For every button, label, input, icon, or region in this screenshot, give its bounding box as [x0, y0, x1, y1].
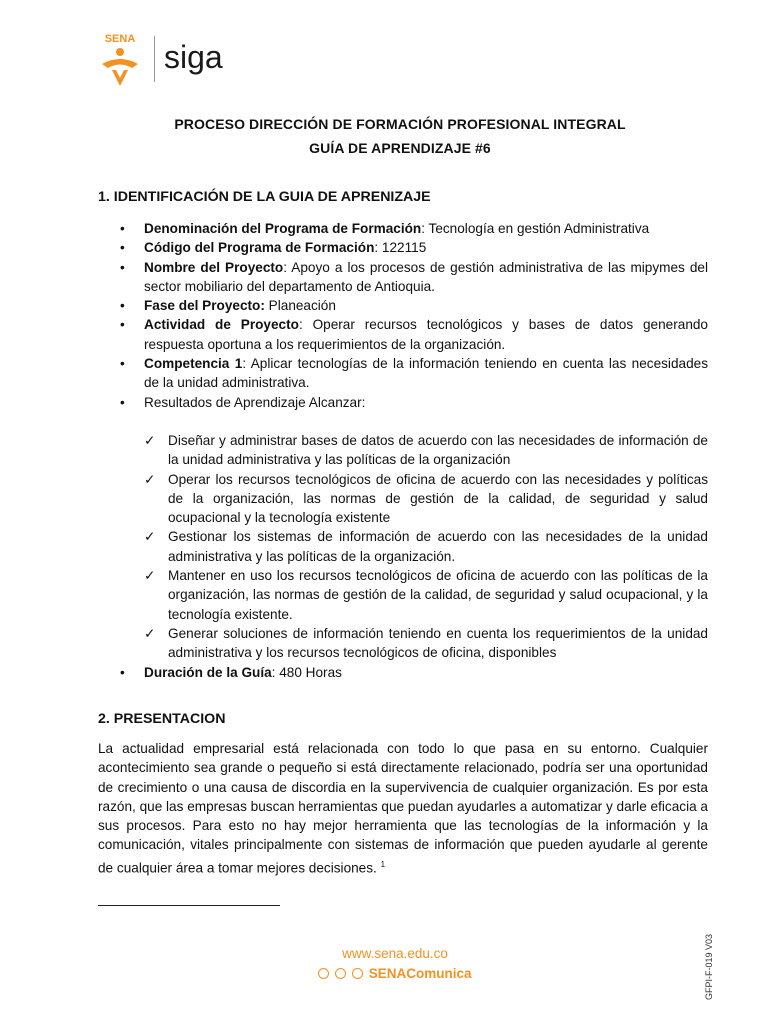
item-label: Duración de la Guía	[144, 664, 272, 680]
svg-text:siga: siga	[164, 39, 223, 75]
bullet-icon: •	[120, 664, 125, 680]
bullet-icon: •	[120, 317, 125, 333]
checkmark-icon: ✓	[144, 471, 156, 487]
item-value: : Operar recursos tecnológicos y bases de datos generando respuesta oportuna a los requerimientos de la organización.	[144, 317, 708, 352]
bullet-icon: •	[120, 259, 125, 275]
results-list	[98, 431, 708, 663]
item-label: Código del Programa de Formación	[144, 240, 375, 256]
list-item	[98, 663, 708, 682]
list-item	[98, 393, 708, 412]
social-circle-icon	[335, 968, 346, 979]
results-label: Resultados de Aprendizaje Alcanzar:	[144, 394, 366, 410]
item-value: : 480 Horas	[271, 664, 342, 680]
form-code: GFPI-F-019 V03	[704, 933, 714, 1000]
result-item	[98, 566, 708, 624]
item-value: : 122115	[374, 240, 427, 256]
checkmark-icon: ✓	[144, 432, 156, 448]
list-item	[98, 296, 708, 315]
result-text: Mantener en uso los recursos tecnológicos de oficina de acuerdo con las políticas de la organización, las normas de gestión de la calidad, de seguridad y salud ocupacional, y la tecnología existente.	[168, 568, 708, 622]
item-label: Denominación del Programa de Formación	[144, 221, 422, 236]
item-label: Fase del Proyecto:	[144, 298, 265, 314]
result-item	[98, 470, 708, 528]
item-value: : Aplicar tecnologías de la información teniendo en cuenta las necesidades de la unidad administrativa.	[144, 356, 708, 391]
list-item	[98, 315, 708, 354]
document-header	[92, 30, 332, 90]
bullet-icon: •	[120, 240, 125, 256]
bullet-icon: •	[120, 394, 125, 410]
result-text: Generar soluciones de información teniendo en cuenta los requerimientos de la unidad administrativa y los recursos tecnológicos de oficina, disponibles	[168, 625, 708, 661]
item-label: Competencia 1	[144, 356, 243, 372]
section-2-heading: 2. PRESENTACION	[98, 711, 226, 727]
result-item	[98, 527, 708, 566]
process-title: PROCESO DIRECCIÓN DE FORMACIÓN PROFESIONAL INTEGRAL	[174, 116, 626, 132]
checkmark-icon: ✓	[144, 568, 156, 584]
item-value: : Tecnología en gestión Administrativa	[421, 221, 650, 236]
presentation-paragraph	[98, 739, 708, 878]
item-label: Actividad de Proyecto	[144, 317, 299, 333]
svg-text:SENA: SENA	[104, 33, 136, 45]
logo-divider	[154, 36, 155, 82]
footnote-marker: 1	[380, 859, 386, 869]
item-value: : Apoyo a los procesos de gestión administrativa de las mipymes del sector mobiliario del departamento de Antioquia.	[144, 259, 709, 294]
list-item	[98, 258, 708, 297]
result-item	[98, 431, 708, 470]
item-value: Planeación	[264, 298, 336, 314]
footnote-divider	[98, 905, 280, 906]
social-handle-text: SENAComunica	[368, 966, 472, 981]
bullet-icon: •	[120, 221, 125, 236]
result-text: Gestionar los sistemas de información de acuerdo con las necesidades de la unidad administrativa y las políticas de la organización.	[168, 529, 708, 564]
checkmark-icon: ✓	[144, 625, 156, 641]
bullet-icon: •	[120, 298, 125, 314]
guide-title: GUÍA DE APRENDIZAJE #6	[309, 140, 491, 156]
social-circle-icon	[318, 968, 329, 979]
sena-logo	[92, 30, 148, 88]
siga-logo	[162, 36, 240, 80]
result-text: Operar los recursos tecnológicos de oficina de acuerdo con las necesidades y políticas de la organización, las normas de gestión de la calidad, de seguridad y salud ocupacional y la tecnología existente	[168, 471, 708, 526]
list-item	[98, 219, 708, 238]
paragraph-text: La actualidad empresarial está relacionada con todo lo que pasa en su entorno. Cualquier acontecimiento sea grande o pequeño si está directamente relacionado, podría ser una oportunidad de crecimiento o una causa de discordia en la supervivencia de cualquier organización. Es por esta razón, que las empresas buscan herramientas que puedan ayudarles a automatizar y darle eficacia a sus procesos. Para esto no hay mejor herramienta que las tecnologías de la información y la comunicación, vitales principalmente con sistemas de información que pueden ayudarle al gerente de cualquier área a tomar mejores decisiones.	[98, 741, 708, 876]
result-item	[98, 624, 708, 663]
social-handle	[0, 966, 768, 981]
results-container	[98, 431, 708, 663]
list-item	[98, 238, 708, 257]
section-1-heading: 1. IDENTIFICACIÓN DE LA GUIA DE APRENIZAJE	[98, 189, 431, 205]
website-link[interactable]: www.sena.edu.co	[342, 946, 448, 961]
social-circle-icon	[352, 968, 363, 979]
identification-list	[98, 219, 708, 682]
list-item	[98, 354, 708, 393]
checkmark-icon: ✓	[144, 529, 156, 545]
bullet-icon: •	[120, 356, 125, 372]
result-text: Diseñar y administrar bases de datos de acuerdo con las necesidades de información de la unidad administrativa y las políticas de la organización	[168, 432, 708, 468]
item-label: Nombre del Proyecto	[144, 259, 284, 275]
